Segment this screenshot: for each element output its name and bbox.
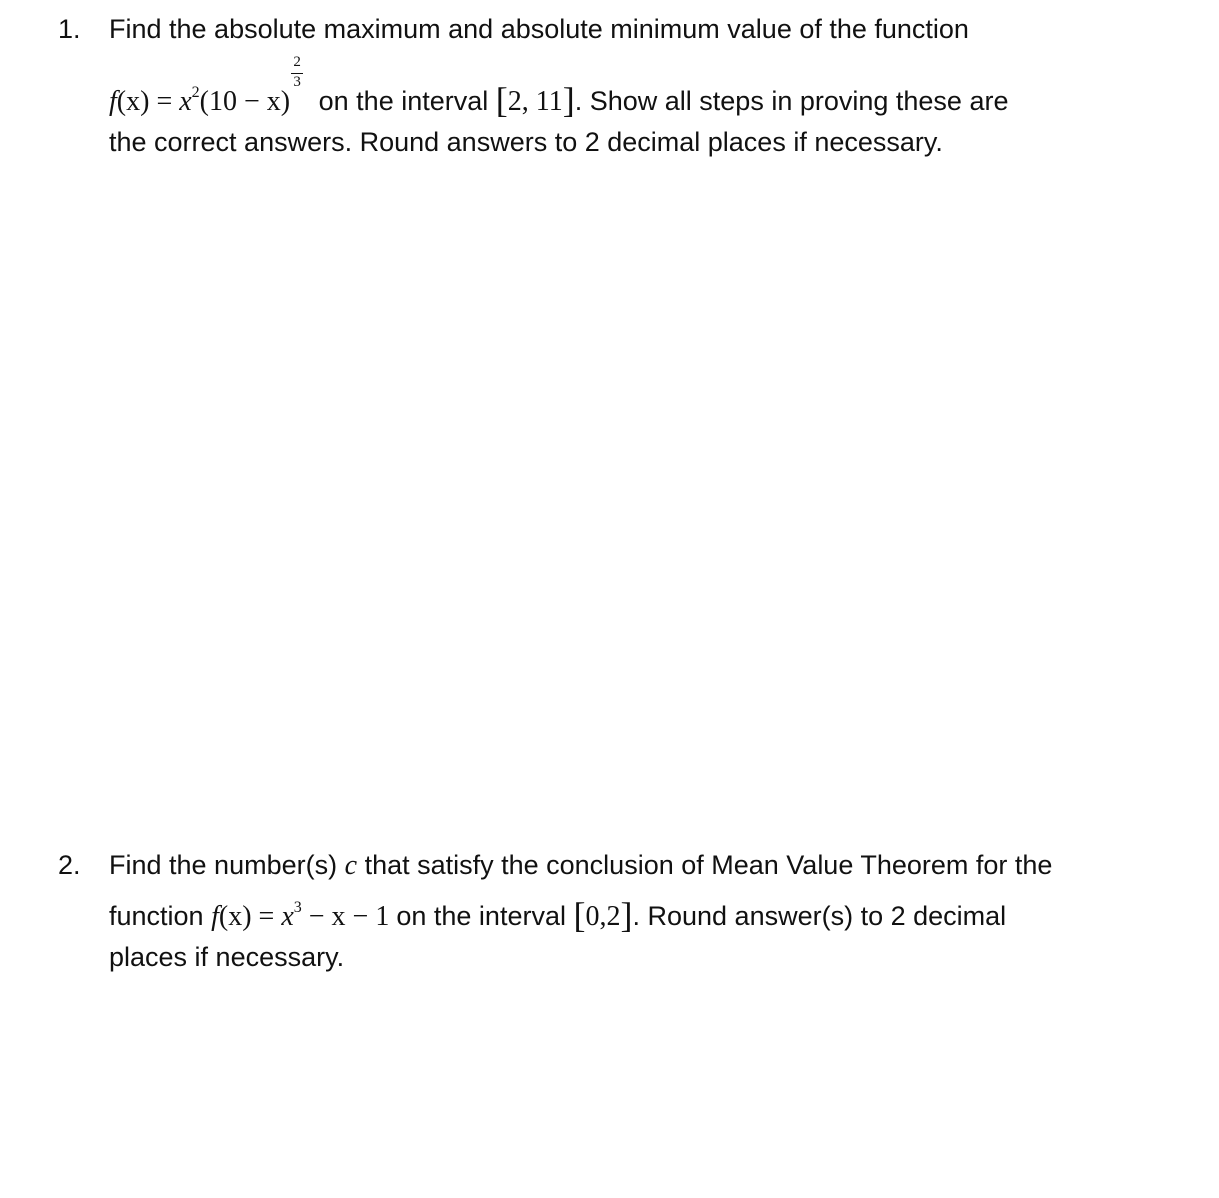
problem-1-line-1 xyxy=(109,14,969,45)
problem-1-exponent-fraction: $\frac{2}{3}$ xyxy=(290,80,304,110)
problem-2-number: 2. xyxy=(58,850,81,880)
problem-1-function: $f(x) = x^2(10 - x)$ $\frac{2}{3}$ xyxy=(109,86,311,117)
problem-2-line-2-tail: . Round answer(s) to 2 decimal xyxy=(632,901,1007,931)
problem-2-line-3 xyxy=(109,942,344,973)
problem-2-line-1: Find the number(s) c that satisfy the conclusion of Mean Value Theorem for the xyxy=(109,850,1053,881)
problem-2-instructions: places if necessary. xyxy=(109,942,345,972)
problem-2-function: $f(x) = x^3 - x - 1$ xyxy=(211,899,390,932)
problem-2-interval: [0,2] xyxy=(573,895,633,935)
problem-1-number: 1. xyxy=(58,14,81,44)
problem-1-line-2 xyxy=(109,54,1009,120)
problem-1-line-2-tail: . Show all steps in proving these are xyxy=(574,86,1009,116)
problem-1-prompt: Find the absolute maximum and absolute minimum value of the function xyxy=(109,14,969,44)
problem-2-variable-c: c xyxy=(344,850,358,881)
problem-2-on-interval-text: on the interval xyxy=(396,901,566,931)
problem-1-line-3 xyxy=(109,127,943,158)
problem-1-instructions: the correct answers. Round answers to 2 decimal places if necessary. xyxy=(109,127,943,157)
problem-1-on-interval-text: on the interval xyxy=(318,86,489,116)
problem-1-interval: [2, 11] xyxy=(495,80,575,120)
problem-2-line-2: function $f(x) = x^3 - x - 1$ on the interval [0,2]. Round answer(s) to 2 decimal xyxy=(109,895,1007,935)
